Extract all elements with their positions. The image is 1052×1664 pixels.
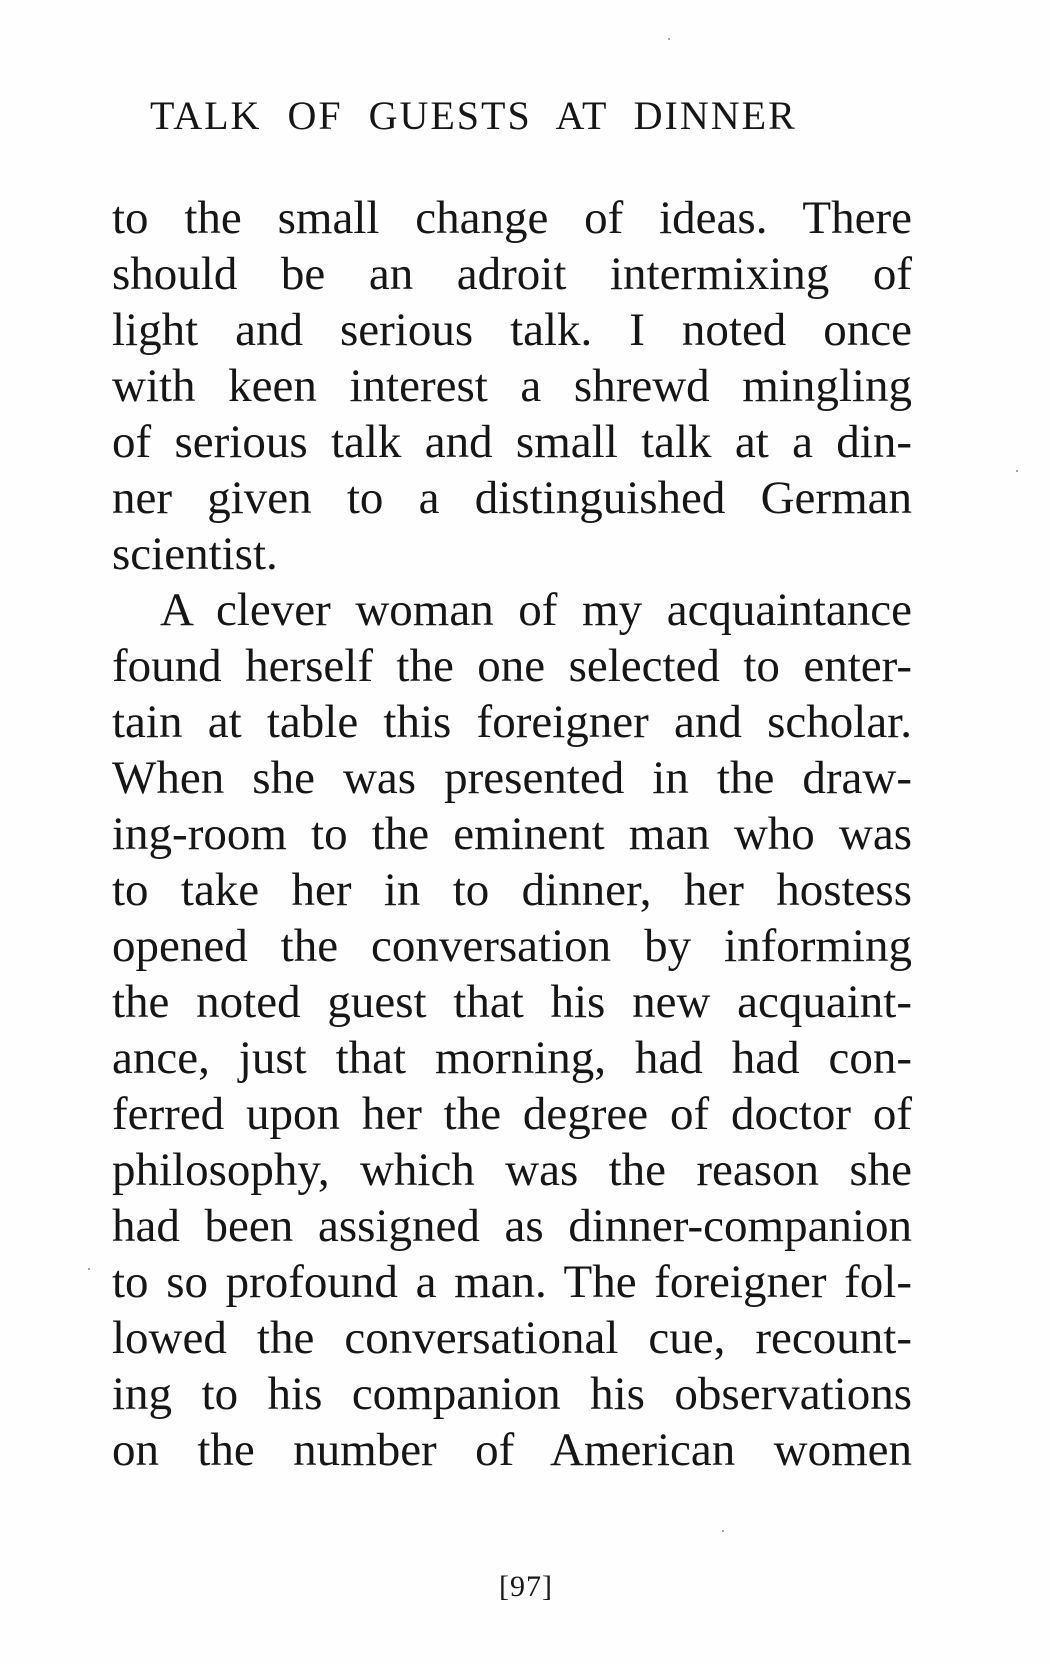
text-line: lowed the conversational cue, recount-: [112, 1312, 912, 1364]
running-head: TALK OF GUESTS AT DINNER: [150, 93, 797, 138]
text-line: ner given to a distinguished German: [112, 472, 912, 524]
text-line: ing-room to the eminent man who was: [112, 808, 912, 860]
text-line: on the number of American women: [112, 1424, 912, 1476]
text-line: light and serious talk. I noted once: [112, 304, 912, 356]
text-line: ing to his companion his observations: [112, 1368, 912, 1420]
text-line: philosophy, which was the reason she: [112, 1144, 912, 1196]
text-line: When she was presented in the draw-: [112, 752, 912, 804]
text-line: to the small change of ideas. There: [112, 192, 912, 244]
page-number: [97]: [499, 1570, 553, 1603]
text-line: should be an adroit intermixing of: [112, 248, 912, 300]
text-line: ferred upon her the degree of doctor of: [112, 1088, 912, 1140]
scan-speck: [88, 1268, 90, 1270]
body-text: [112, 190, 912, 1478]
text-line: found herself the one selected to enter-: [112, 640, 912, 692]
text-line: to take her in to dinner, her hostess: [112, 864, 912, 916]
text-line: the noted guest that his new acquaint-: [112, 976, 912, 1028]
scan-speck: [668, 38, 670, 40]
text-line: of serious talk and small talk at a din-: [112, 416, 912, 468]
text-line: ance, just that morning, had had con-: [112, 1032, 912, 1084]
text-line: with keen interest a shrewd mingling: [112, 360, 912, 412]
text-line: A clever woman of my acquaintance: [160, 584, 912, 636]
text-line: had been assigned as dinner-companion: [112, 1200, 912, 1252]
text-line: tain at table this foreigner and scholar.: [112, 696, 912, 748]
text-line: opened the conversation by informing: [112, 920, 912, 972]
scan-speck: [722, 1530, 724, 1532]
text-line: scientist.: [112, 528, 278, 580]
scan-speck: [1016, 470, 1018, 472]
text-line: to so profound a man. The foreigner fol-: [112, 1256, 912, 1308]
